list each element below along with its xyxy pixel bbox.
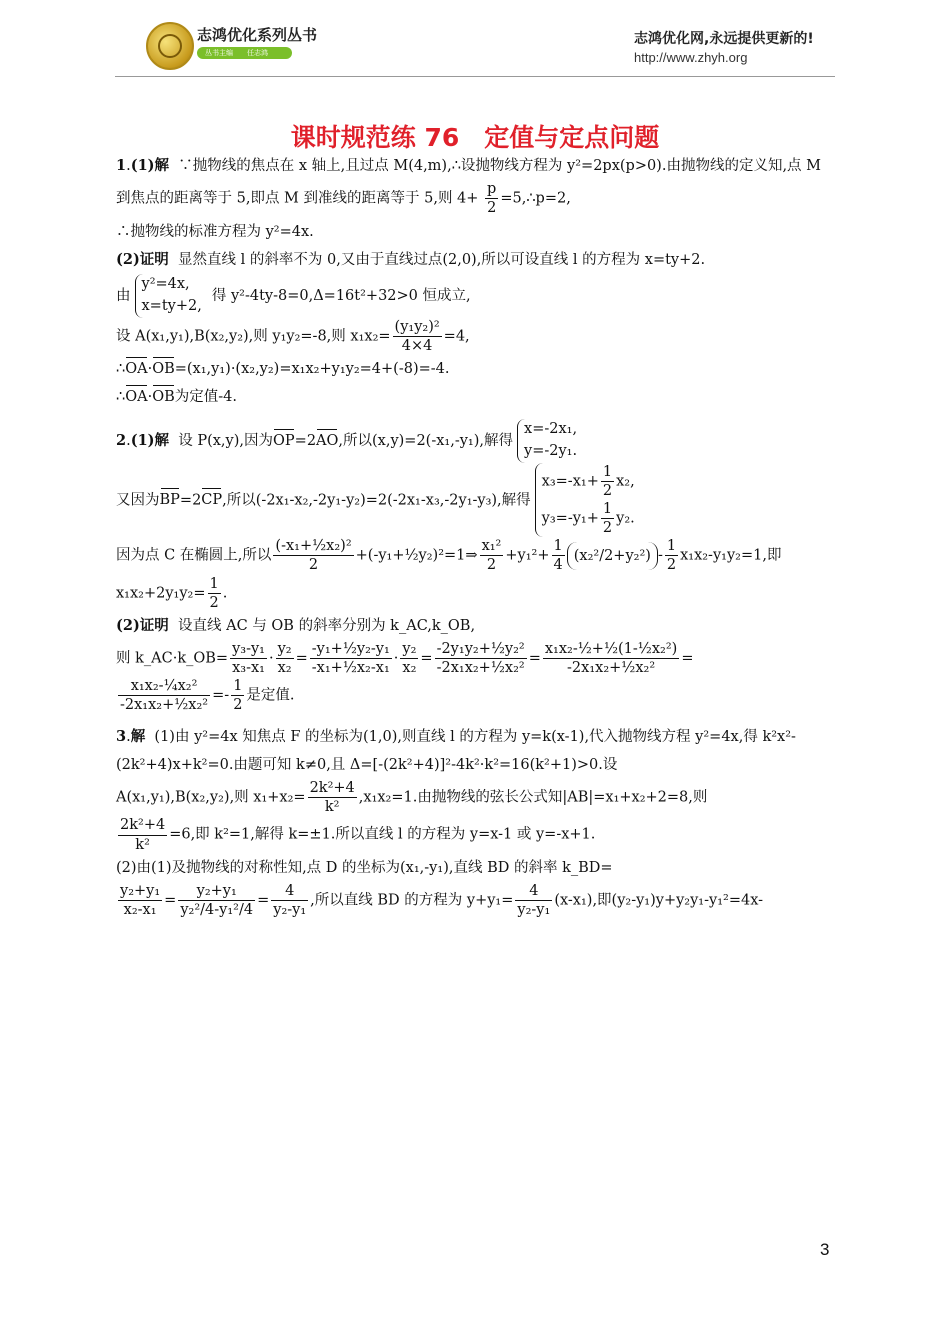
fraction [665, 537, 678, 574]
page-header [0, 0, 950, 90]
vector-op: OP [273, 427, 295, 455]
denominator: -2x₁x₂+½x₂² [120, 697, 209, 714]
problem-1-part-2 [116, 246, 838, 274]
text: =4, [443, 328, 470, 345]
system-row [542, 500, 635, 537]
denominator: 2 [209, 594, 219, 611]
problem-3-solve [116, 816, 838, 853]
part-label: (2)证明 [116, 250, 169, 268]
fraction [118, 816, 167, 853]
numerator: 4 [271, 882, 308, 901]
numerator: 2k²+4 [118, 816, 167, 835]
numerator: 1 [601, 463, 614, 482]
site-slogan: 志鸿优化网,永远提供更新的! [634, 31, 814, 47]
text: 设直线 AC 与 OB 的斜率分别为 k_AC,k_OB, [178, 617, 476, 634]
denominator: 2 [308, 557, 319, 574]
text: +y₁²+ [505, 547, 550, 564]
numerator: 1 [231, 677, 244, 696]
vector-oa: OA [125, 383, 147, 411]
numerator: 4 [515, 882, 552, 901]
fraction [400, 640, 418, 677]
text: x₁x₂+2y₁y₂= [116, 585, 206, 602]
problem-3-part-2: (2)由(1)及抛物线的对称性知,点 D 的坐标为(x₁,-y₁),直线 BD 的斜率 k_BD= [116, 859, 613, 876]
text: 得 y²-4ty-8=0,Δ=16t²+32>0 恒成立, [211, 287, 471, 304]
dot: · [147, 360, 153, 377]
problem-3-sum [116, 779, 838, 816]
parenthesized-term: (x₂²/2+y₂²) [567, 542, 658, 570]
editor-badge [197, 47, 292, 59]
problem-2-part-2 [116, 612, 838, 640]
equation-system [517, 419, 583, 463]
problem-1-dot-product [116, 355, 838, 383]
text: - [657, 547, 663, 564]
problem-2-c-coords [116, 463, 838, 538]
text: =6,即 k²=1,解得 k=±1.所以直线 l 的方程为 y=x-1 或 y=-x+1. [169, 827, 596, 843]
denominator: 2 [487, 200, 497, 217]
numerator: y₂+y₁ [118, 882, 162, 901]
problem-2-ellipse [116, 537, 838, 574]
text: (1)由 y²=4x 知焦点 F 的坐标为(1,0),则直线 l 的方程为 y=k(x-1),代入抛物线方程 y²=4x,得 k²x²-(2k²+4)x+k²=0.由题可知 k≠0,且 Δ=[-(2k²+4)]²-4k²·k²=16(k²+1)>0.设 [116, 728, 796, 773]
fraction [480, 537, 504, 574]
series-logo-icon [146, 22, 194, 70]
system-row: y=-2y₁. [524, 443, 578, 460]
fraction [118, 677, 210, 714]
text: A(x₁,y₁),B(x₂,y₂),则 x₁+x₂= [116, 789, 306, 806]
numerator: -2y₁y₂+½y₂² [435, 640, 527, 659]
text: ,所以(x,y)=2(-x₁,-y₁),解得 [338, 433, 514, 450]
text: y₃=-y₁+ [541, 510, 599, 527]
problem-3-line-bd: $\frac{\text{y₂+y₁}}{\text{x₂-x₁}}$ = $\frac{\text{y₂+y₁}}{\text{y₂²/4-y₁²/4}}$ = $\frac{4}{\text{y₂-y₁}}$ ,所以直线 BD 的方程为 y+y₁= $\frac{4}{\text{y₂-y₁}}$ (x-x₁),即(y₂-y₁)y+y₂y₁-y₁²=4x- [120, 882, 764, 919]
numerator: (y₁y₂)² [393, 318, 442, 337]
problem-1-conclusion: ∴抛物线的标准方程为 y²=4x. [116, 223, 314, 240]
system-row: y²=4x, [141, 276, 190, 293]
numerator: 1 [665, 537, 678, 556]
fraction [601, 463, 614, 500]
text: 设 A(x₁,y₁),B(x₂,y₂),则 y₁y₂=-8,则 x₁x₂= [116, 328, 391, 345]
numerator: y₂+y₁ [178, 882, 255, 901]
vector-bp: BP [160, 486, 180, 514]
system-row: x=ty+2, [141, 297, 202, 314]
problem-2-relation [116, 575, 838, 612]
fraction [231, 677, 244, 714]
fraction [543, 640, 679, 677]
denominator: 2 [666, 557, 677, 574]
problem-number: 2 [116, 432, 127, 450]
numerator: 1 [552, 537, 565, 556]
denominator: 2 [233, 697, 243, 714]
vector-ao: AO [316, 427, 338, 455]
text: =2 [179, 492, 202, 509]
numerator: 1 [208, 575, 221, 594]
problem-1-system [116, 274, 838, 318]
part-label: 解 [130, 727, 146, 745]
equation-system [135, 274, 208, 318]
numerator: y₂ [400, 640, 418, 659]
text: =(x₁,y₁)·(x₂,y₂)=x₁x₂+y₁y₂=4+(-8)=-4. [174, 360, 450, 377]
text: ∴ [116, 360, 126, 377]
problem-3-part-1: 3.解 (1)由 y²=4x 知焦点 F 的坐标为(1,0),则直线 l 的方程为 y=k(x-1),代入抛物线方程 y²=4x,得 k²x²-(2k²+4)x+k²=0.由题可知 k≠0,且 Δ=[-(2k²+4)]²-4k²·k²=16(k²+1)>0.设 [116, 727, 796, 773]
problem-number: 3 [116, 727, 127, 745]
solution-body [116, 152, 838, 919]
text: x₂, [616, 473, 635, 490]
page-number: 3 [820, 1240, 830, 1259]
text: x₁x₂-y₁y₂=1,即 [680, 547, 782, 564]
denominator: 4 [553, 557, 563, 574]
text: 由 [116, 287, 131, 304]
text: 则 k_AC·k_OB= [116, 650, 229, 667]
text: ∵抛物线的焦点在 x 轴上,且过点 M(4,m),∴设抛物线方程为 y²=2px(p>0).由抛物线的定义知,点 M 到焦点的距离等于 5,即点 M 到准线的距离等于 5,则 4+ [116, 158, 822, 207]
vector-ob: OB [152, 383, 175, 411]
fraction [393, 318, 442, 355]
vector-oa: OA [125, 355, 147, 383]
text: +(-y₁+½y₂)²=1⇒ [355, 547, 478, 564]
editor-name: 任志鸿 [247, 49, 268, 57]
problem-1-part-1: 1.(1)解 ∵抛物线的焦点在 x 轴上,且过点 M(4,m),∴设抛物线方程为 y²=2px(p>0).由抛物线的定义知,点 M 到焦点的距离等于 5,即点 M 到准线的距离等于 5,则 4+ $\frac{p}{2}$ =5,∴p=2, [116, 157, 822, 217]
denominator: x₂-x₁ [123, 902, 157, 919]
fraction [601, 500, 614, 537]
fraction [552, 537, 565, 574]
denominator: k² [324, 799, 340, 816]
problem-1-product [116, 318, 838, 355]
problem-2-part-1: 2.(1)解 设 P(x,y),因为OP=2AO,所以(x,y)=2(-x₁,-y₁),解得 x=-2x₁, y=-2y₁. [116, 419, 838, 463]
fraction [178, 882, 255, 919]
text: =2 [294, 433, 317, 450]
text: (x-x₁),即(y₂-y₁)y+y₂y₁-y₁²=4x- [554, 892, 764, 909]
part-label: (2)证明 [116, 616, 169, 634]
part-label: (1)解 [130, 432, 170, 450]
fraction [276, 640, 294, 677]
numerator: x₁x₂-¼x₂² [118, 677, 210, 696]
numerator: (-x₁+½x₂)² [273, 537, 353, 556]
numerator: y₃-y₁ [230, 640, 267, 659]
dot: · [147, 389, 153, 406]
denominator: 2 [602, 482, 613, 499]
text: 为定值-4. [174, 389, 237, 406]
numerator: x₁² [480, 537, 504, 556]
text: 又因为 [116, 492, 160, 509]
system-row [542, 463, 635, 500]
text: ∴ [116, 389, 126, 406]
denominator: y₂²/4-y₁²/4 [180, 902, 254, 919]
denominator: k² [135, 836, 150, 853]
denominator: x₂ [277, 660, 292, 677]
text: 因为点 C 在椭圆上,所以 [116, 547, 272, 564]
series-title: 志鸿优化系列丛书 [197, 26, 318, 44]
fraction [485, 180, 498, 217]
numerator: 2k²+4 [308, 779, 357, 798]
numerator: y₂ [276, 640, 294, 659]
denominator: -2x₁x₂+½x₂² [436, 660, 525, 677]
text: ,x₁x₂=1.由抛物线的弦长公式知|AB|=x₁+x₂+2=8,则 [358, 789, 708, 806]
denominator: 2 [486, 557, 497, 574]
vector-cp: CP [201, 486, 222, 514]
fraction [208, 575, 221, 612]
denominator: -x₁+½x₂-x₁ [311, 660, 390, 677]
denominator: 2 [602, 520, 613, 537]
fraction [310, 640, 392, 677]
denominator: y₂-y₁ [517, 902, 551, 919]
numerator: 1 [601, 500, 614, 519]
vector-ob: OB [152, 355, 175, 383]
numerator: -y₁+½y₂-y₁ [310, 640, 392, 659]
problem-number: 1 [116, 157, 127, 174]
system-row: x=-2x₁, [524, 421, 578, 438]
fraction [230, 640, 267, 677]
problem-2-conclusion [116, 677, 838, 714]
equation-system [535, 463, 641, 538]
numerator: x₁x₂-½+½(1-½x₂²) [543, 640, 679, 659]
editor-label: 丛书主编 [205, 49, 233, 57]
text: 设 P(x,y),因为 [178, 433, 274, 450]
problem-1-result [116, 383, 838, 411]
fraction [308, 779, 357, 816]
fraction [515, 882, 552, 919]
numerator: p [485, 180, 498, 199]
denominator: y₂-y₁ [273, 902, 307, 919]
part-label: (1)解 [130, 157, 170, 174]
text: 显然直线 l 的斜率不为 0,又由于直线过点(2,0),所以可设直线 l 的方程为 x=ty+2. [178, 251, 706, 268]
page-title: 课时规范练 76 定值与定点问题 [290, 123, 660, 152]
denominator: x₂ [402, 660, 417, 677]
fraction [271, 882, 308, 919]
denominator: 4×4 [401, 337, 433, 354]
denominator: -2x₁x₂+½x₂² [567, 660, 656, 677]
text: ,所以(-2x₁-x₂,-2y₁-y₂)=2(-2x₁-x₃,-2y₁-y₃),解得 [222, 492, 531, 509]
text: =- [212, 687, 230, 704]
site-url[interactable]: http://www.zhyh.org [634, 50, 748, 65]
text: ,所以直线 BD 的方程为 y+y₁= [310, 892, 514, 909]
fraction [435, 640, 527, 677]
fraction [273, 537, 353, 574]
text: x₃=-x₁+ [541, 473, 599, 490]
text: . [222, 585, 228, 602]
text: y₂. [616, 510, 635, 527]
text: 是定值. [246, 687, 295, 704]
fraction [118, 882, 162, 919]
text: =5,∴p=2, [500, 190, 571, 207]
header-divider [115, 76, 835, 77]
problem-2-slope-product: 则 k_AC·k_OB= $\frac{\text{y₃-y₁}}{\text{x₃-x₁}}$ · $\frac{\text{y₂}}{\text{x₂}}$ = $\frac{\text{-y₁+½y₂-y₁}}{\text{-x₁+½x₂-x₁}}$ · $\frac{\text{y₂}}{\text{x₂}}$ = $\frac{\text{-2y₁y₂+½y₂²}}{\text{-2x₁x₂+½x₂²}}$ = $\frac{\text{x₁x₂-½+½(1-½x₂²)}}{\text{-2x₁x₂+½x₂²}}$ = [116, 641, 694, 677]
denominator: x₃-x₁ [232, 660, 265, 677]
